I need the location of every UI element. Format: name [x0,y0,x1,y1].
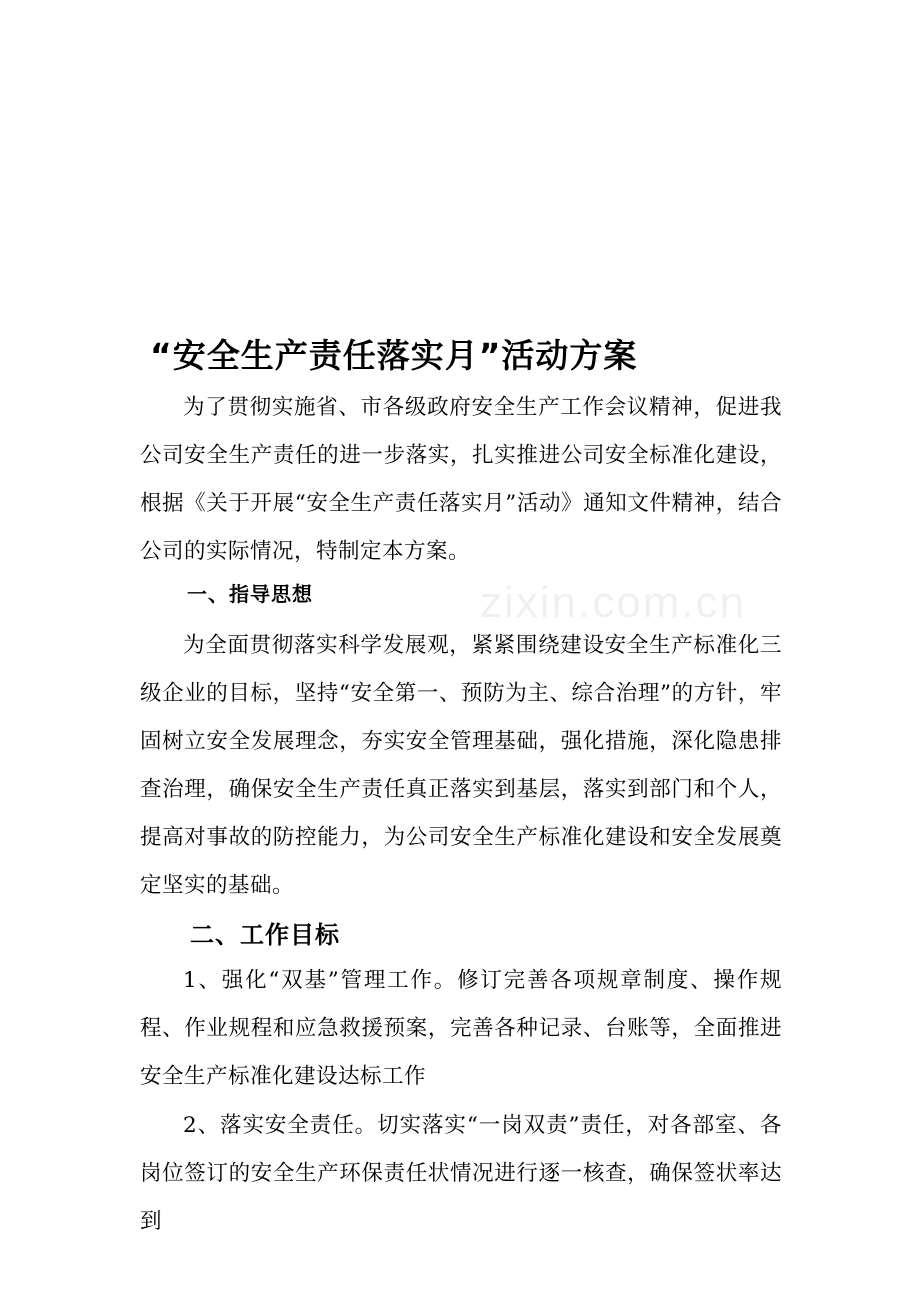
section-heading-work-goals: 二、工作目标 [190,921,340,949]
guiding-thought-paragraph: 为全面贯彻落实科学发展观，紧紧围绕建设安全生产标准化三级企业的目标，坚持“安全第一、预防为主、综合治理”的方针，牢固树立安全发展理念，夯实安全管理基础，强化措施，深化隐患排查治理，确保安全生产责任真正落实到基层，落实到部门和个人，提高对事故的防控能力，为公司安全生产标准化建设和安全发展奠定坚实的基础。 [140,633,782,898]
intro-paragraph: 为了贯彻实施省、市各级政府安全生产工作会议精神，促进我公司安全生产责任的进一步落实，扎实推进公司安全标准化建设，根据《关于开展“安全生产责任落实月”活动》通知文件精神，结合公司的实际情况，特制定本方案。 [140,395,782,564]
section-heading-guiding-thought: 一、指导思想 [187,582,313,606]
watermark: zixin.com.cn [480,578,747,627]
document-title: “安全生产责任落实月”活动方案 [150,336,638,375]
work-goal-item-2: 2、落实安全责任。切实落实“一岗双责”责任，对各部室、各岗位签订的安全生产环保责任状情况进行逐一核查，确保签状率达到 [140,1113,782,1234]
work-goal-item-1: 1、强化“双基”管理工作。修订完善各项规章制度、操作规程、作业规程和应急救援预案，完善各种记录、台账等，全面推进安全生产标准化建设达标工作 [140,968,782,1089]
